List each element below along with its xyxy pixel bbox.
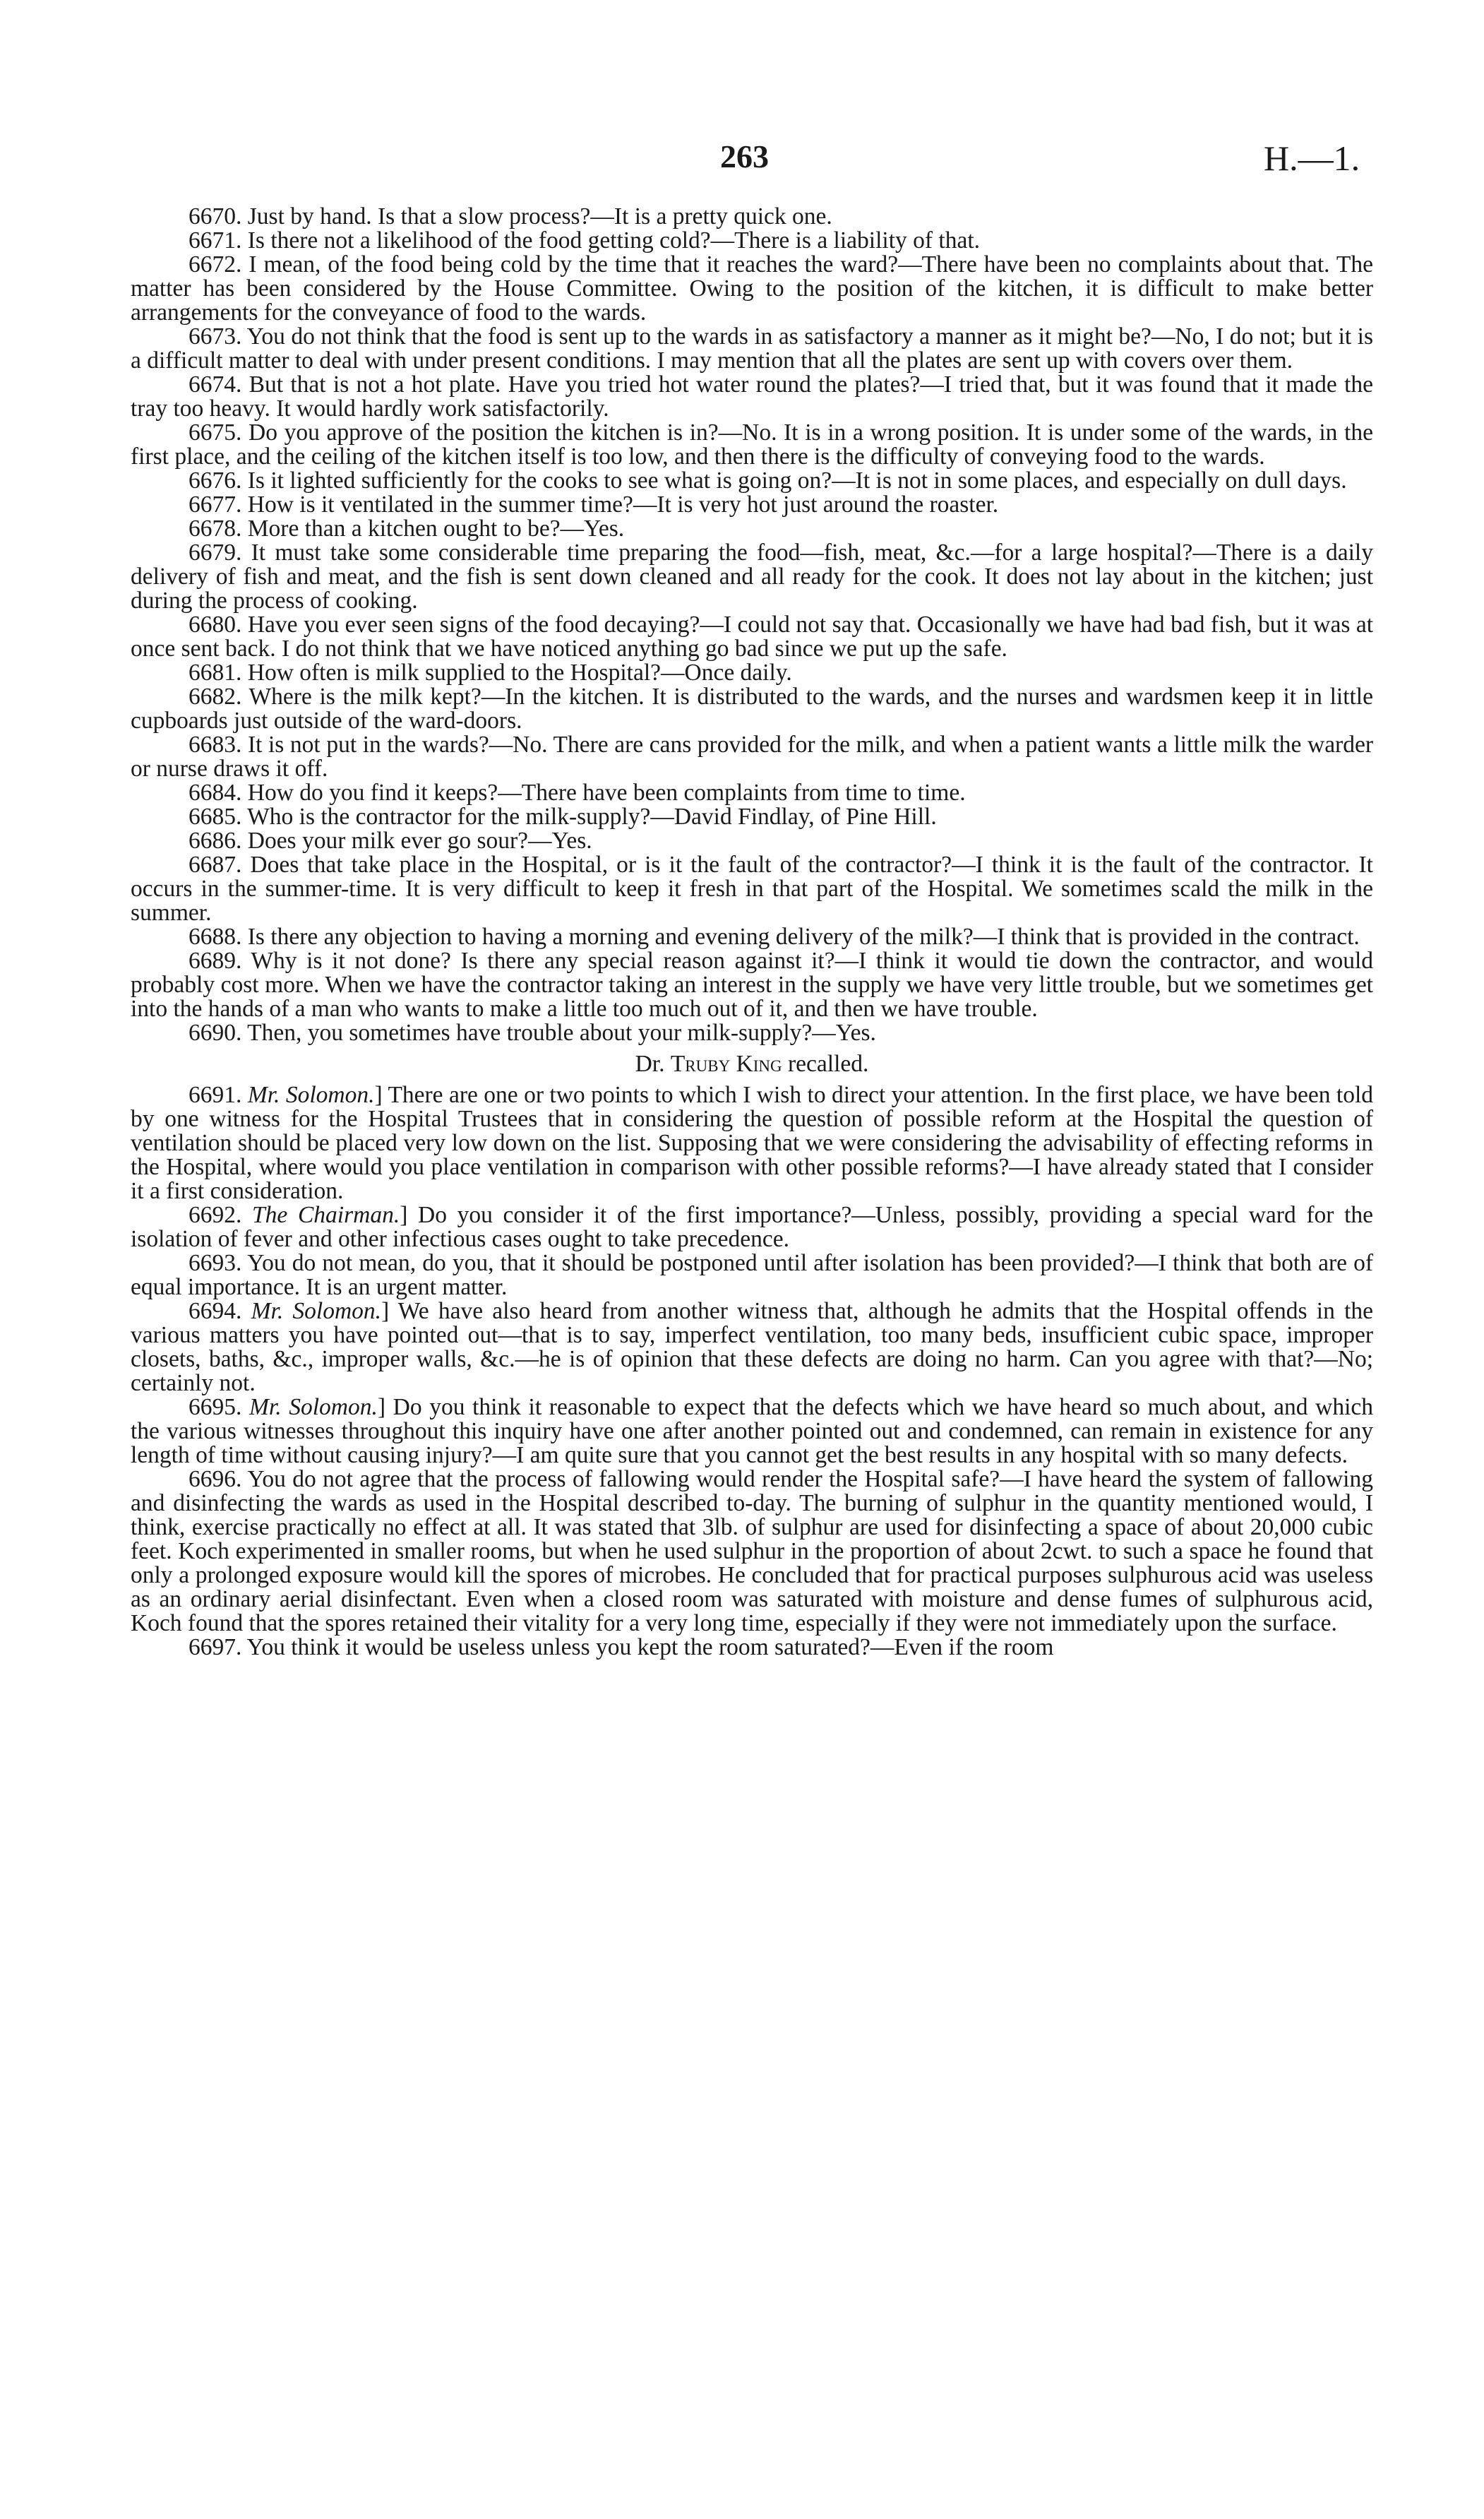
paragraph: 6685. Who is the contractor for the milk-supply?—David Findlay, of Pine Hill. [189, 804, 937, 830]
speaker: The Chairman. [252, 1202, 400, 1228]
testimony-section-1 [131, 205, 1373, 1045]
paragraph: 6682. Where is the milk kept?—In the kitchen. It is distributed to the wards, and the nurses and wardsmen keep it in little cupboards just outside of the ward-doors. [131, 684, 1373, 734]
paragraph: 6671. Is there not a likelihood of the food getting cold?—There is a liability of that. [189, 227, 981, 254]
question-number: 6691. [189, 1082, 248, 1108]
question-number: 6695. [189, 1394, 249, 1420]
paragraph [131, 1083, 1373, 1203]
witness-name: Truby King [670, 1051, 782, 1077]
paragraph: 6670. Just by hand. Is that a slow process?—It is a pretty quick one. [189, 203, 832, 230]
paragraph [131, 1467, 1373, 1636]
paragraph: 6677. How is it ventilated in the summer time?—It is very hot just around the roaster. [189, 492, 999, 518]
paragraph: 6686. Does your milk ever go sour?—Yes. [189, 828, 592, 854]
paragraph [131, 1395, 1373, 1467]
heading-prefix: Dr. [635, 1051, 671, 1077]
paragraph [131, 1636, 1373, 1660]
paragraph: 6675. Do you approve of the position the kitchen is in?—No. It is in a wrong position. It is under some of the wards, in the first place, and the ceiling of the kitchen itself is too low, and then there is the difficulty of conveying food to the wards. [131, 419, 1373, 470]
paragraph: 6676. Is it lighted sufficiently for the cooks to see what is going on?—It is not in some places, and especially on dull days. [189, 468, 1347, 494]
paragraph-text: ] There are one or two points to which I wish to direct your attention. In the first place, we have been told by one witness for the Hospital Trustees that in considering the question of possible reform at the Hospital the question of ventilation should be placed very low down on the list. Supposing that we were considering the advisability of effecting reforms in the Hospital, where would you place ventilation in comparison with other possible reforms?—I have already stated that I consider it a first consideration. [131, 1082, 1373, 1204]
paragraph-text: You do not mean, do you, that it should be postponed until after isolation has been provided?—I think that both are of equal importance. It is an urgent matter. [131, 1250, 1373, 1300]
question-number: 6697. [189, 1634, 247, 1660]
paragraph-text: ] Do you consider it of the first importance?—Unless, possibly, providing a special ward for the isolation of fever and other infectious cases ought to take precedence. [131, 1202, 1374, 1252]
paragraph-text: ] Do you think it reasonable to expect that the defects which we have heard so much about, and which the various witnesses throughout this inquiry have one after another pointed out and condemned, can remain in existence for any length of time without causing injury?—I am quite sure that you cannot get the best results in any hospital with so many defects. [131, 1394, 1374, 1468]
question-number: 6692. [189, 1202, 253, 1228]
paragraph [131, 1251, 1373, 1299]
question-number: 6696. [189, 1466, 248, 1492]
paragraph: 6690. Then, you sometimes have trouble about your milk-supply?—Yes. [189, 1020, 876, 1046]
paragraph: 6683. It is not put in the wards?—No. There are cans provided for the milk, and when a patient wants a little milk the warder or nurse draws it off. [131, 732, 1373, 782]
section-heading [131, 1052, 1373, 1076]
paragraph: 6672. I mean, of the food being cold by the time that it reaches the ward?—There have been no complaints about that. The matter has been considered by the House Committee. Owing to the position of the kitchen, it is difficult to make better arrangements for the conveyance of food to the wards. [131, 251, 1373, 326]
page-header [0, 138, 1484, 187]
paragraph: 6681. How often is milk supplied to the Hospital?—Once daily. [189, 660, 792, 686]
paragraph-text: You do not agree that the process of fallowing would render the Hospital safe?—I have heard the system of fallowing and disinfecting the wards as used in the Hospital described to-day. The burning of sulphur in the quantity mentioned would, I think, exercise practically no effect at all. It was stated that 3lb. of sulphur are used for disinfecting a space of about 20,000 cubic feet. Koch experimented in smaller rooms, but when he used sulphur in the proportion of about 2cwt. to such a space he found that only a prolonged exposure would kill the spores of microbes. He concluded that for practical purposes sulphurous acid was useless as an ordinary aerial disinfectant. Even when a closed room was saturated with moisture and dense fumes of sulphurous acid, Koch found that the spores retained their vitality for a very long time, especially if they were not immediately upon the surface. [131, 1466, 1373, 1636]
paragraph: 6674. But that is not a hot plate. Have you tried hot water round the plates?—I tried that, but it was found that it made the tray too heavy. It would hardly work satisfactorily. [131, 371, 1373, 422]
question-number: 6693. [189, 1250, 248, 1276]
paragraph: 6688. Is there any objection to having a morning and evening delivery of the milk?—I think that is provided in the contract. [189, 924, 1360, 950]
heading-suffix: recalled. [782, 1051, 869, 1077]
paragraph: 6673. You do not think that the food is sent up to the wards in as satisfactory a manner as it might be?—No, I do not; but it is a difficult matter to deal with under present conditions. I may mention that all the plates are sent up with covers over them. [131, 323, 1373, 374]
testimony-section-2 [131, 1083, 1373, 1660]
paragraph-text: ] We have also heard from another witness that, although he admits that the Hospital offends in the various matters you have pointed out—that is to say, imperfect ventilation, too many beds, insufficient cubic space, improper closets, baths, &c., improper walls, &c.—he is of opinion that these defects are doing no harm. Can you agree with that?—No; certainly not. [131, 1298, 1374, 1396]
document-code: H.—1. [1264, 138, 1360, 178]
paragraph: 6684. How do you find it keeps?—There have been complaints from time to time. [189, 780, 966, 806]
paragraph: 6679. It must take some considerable time preparing the food—fish, meat, &c.—for a large hospital?—There is a daily delivery of fish and meat, and the fish is sent down cleaned and all ready for the cook. It does not lay about in the kitchen; just during the process of cooking. [131, 540, 1373, 614]
paragraph [131, 1299, 1373, 1395]
paragraph: 6687. Does that take place in the Hospital, or is it the fault of the contractor?—I think it is the fault of the contractor. It occurs in the summer-time. It is very difficult to keep it fresh in that part of the Hospital. We sometimes scald the milk in the summer. [131, 852, 1373, 926]
paragraph: 6680. Have you ever seen signs of the food decaying?—I could not say that. Occasionally we have had bad fish, but it was at once sent back. I do not think that we have noticed anything go bad since we put up the safe. [131, 612, 1373, 662]
question-number: 6694. [189, 1298, 251, 1324]
paragraph: 6678. More than a kitchen ought to be?—Yes. [189, 516, 625, 542]
document-body [131, 205, 1373, 1660]
page-number: 263 [720, 138, 769, 174]
paragraph-text: You think it would be useless unless you kept the room saturated?—Even if the room [246, 1634, 1054, 1660]
paragraph [131, 1203, 1373, 1251]
speaker: Mr. Solomon. [251, 1298, 382, 1324]
speaker: Mr. Solomon. [249, 1394, 378, 1420]
paragraph: 6689. Why is it not done? Is there any special reason against it?—I think it would tie down the contractor, and would probably cost more. When we have the contractor taking an interest in the supply we have very little trouble, but we sometimes get into the hands of a man who wants to make a little too much out of it, and then we have trouble. [131, 948, 1373, 1022]
speaker: Mr. Solomon. [247, 1082, 375, 1108]
